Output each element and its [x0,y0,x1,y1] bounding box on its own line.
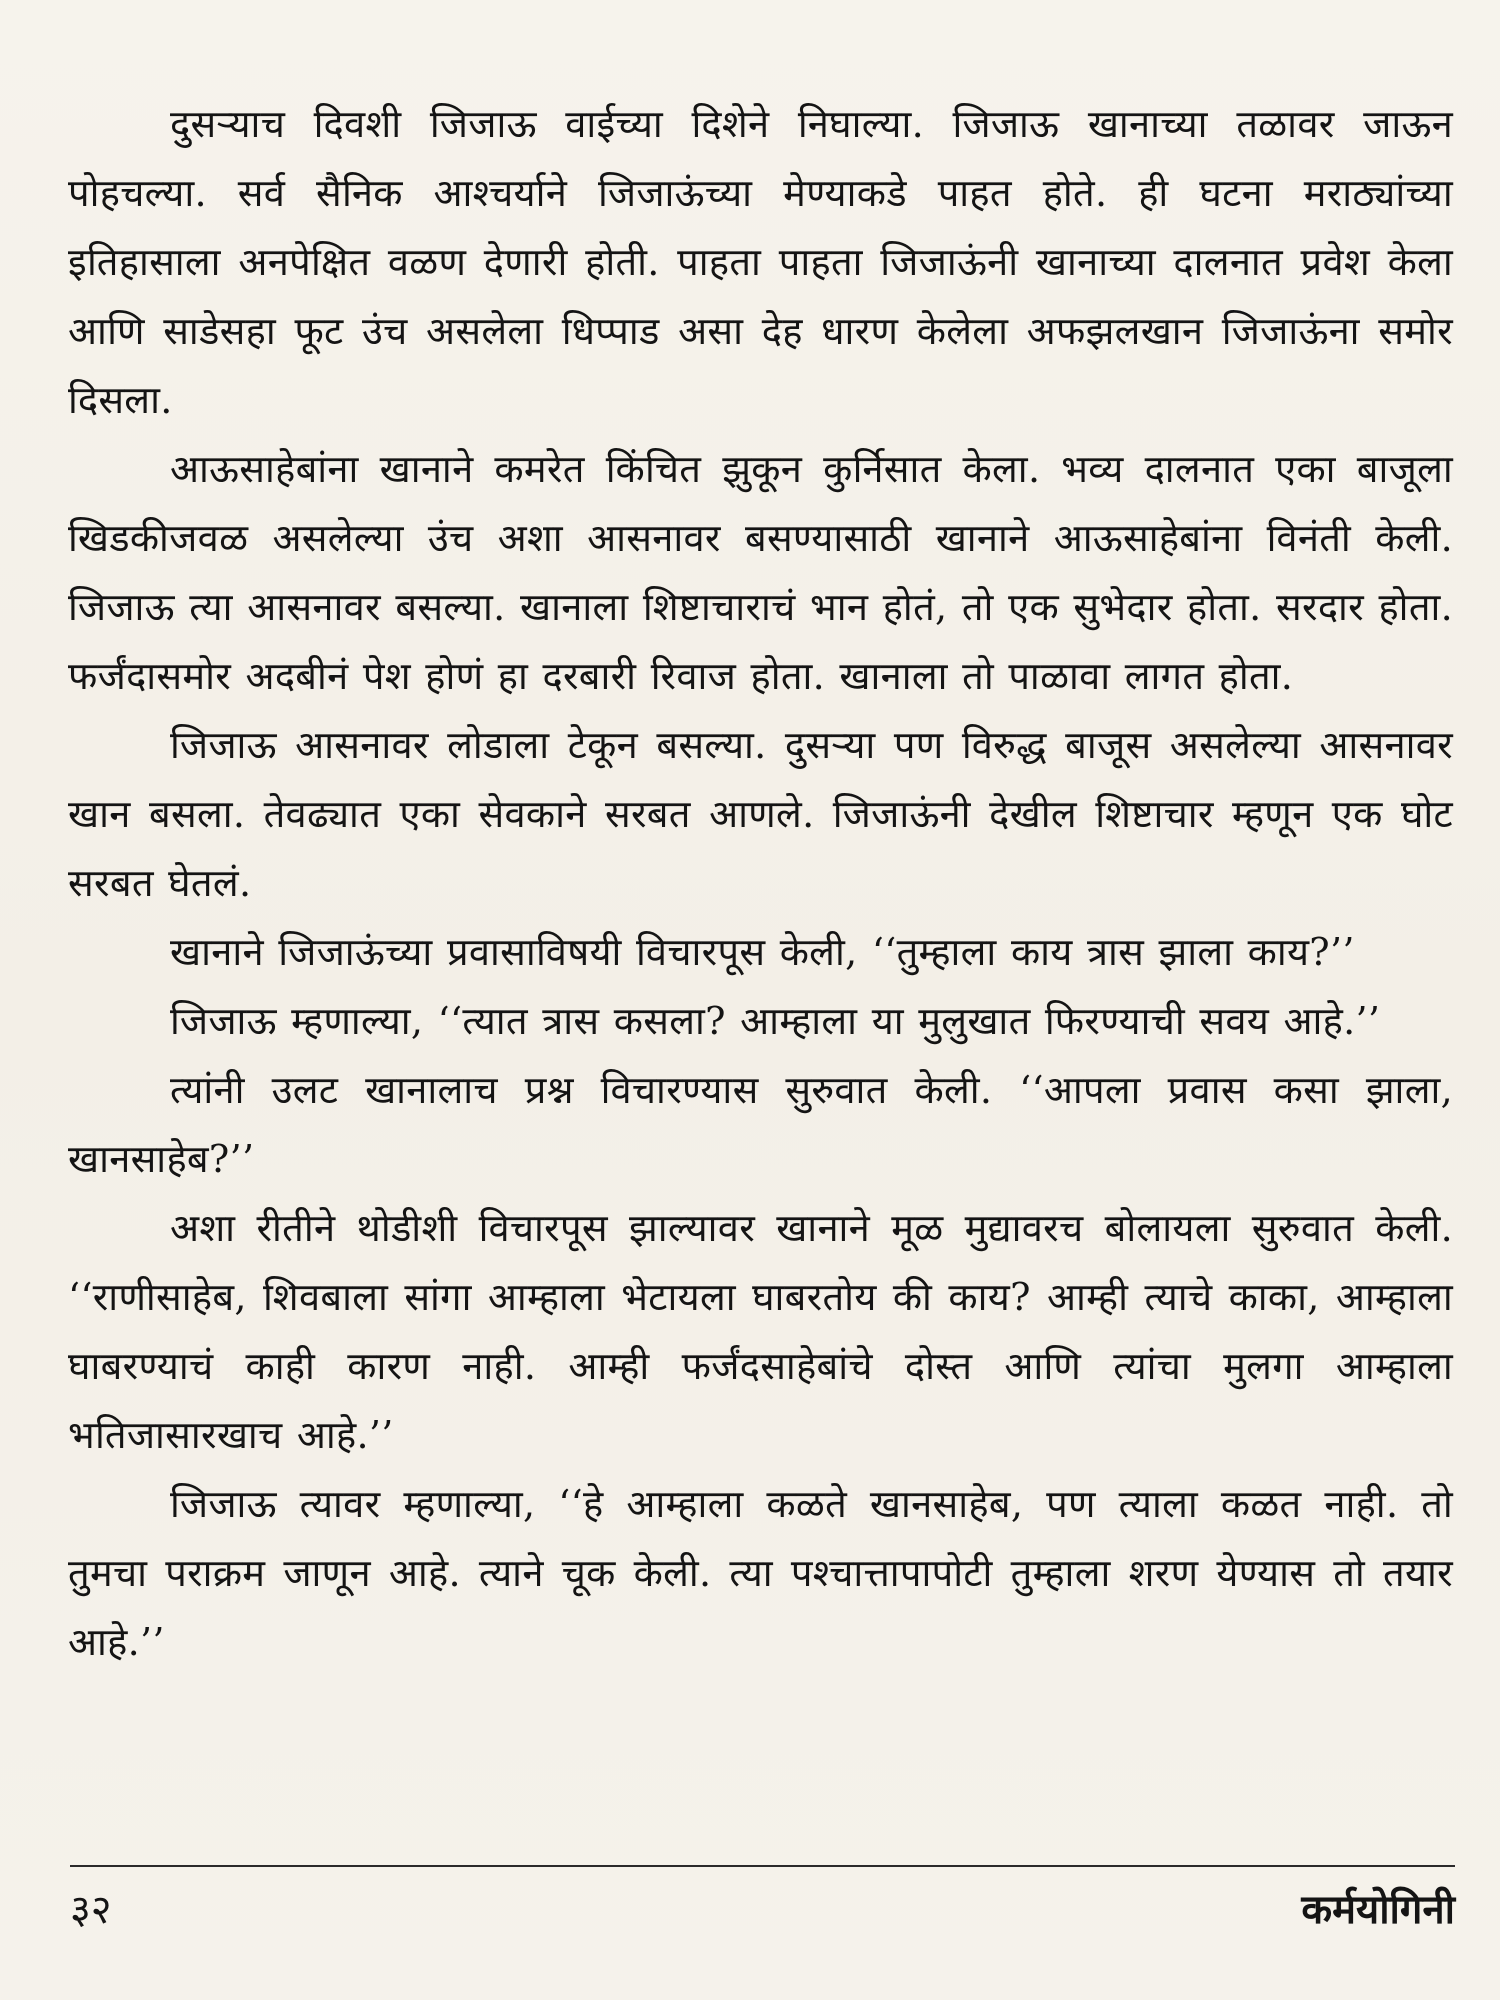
paragraph-4: खानाने जिजाऊंच्या प्रवासाविषयी विचारपूस केली, ‘‘तुम्हाला काय त्रास झाला काय?’’ [170,930,1355,974]
paragraph-6: त्यांनी उलट खानालाच प्रश्न विचारण्यास सुरुवात केली. ‘‘आपला प्रवास कसा झाला, खानसाहेब?’’ [68,1068,1453,1181]
paragraph-7: अशा रीतीने थोडीशी विचारपूस झाल्यावर खानाने मूळ मुद्यावरच बोलायला सुरुवात केली. ‘‘राणीसाहेब, शिवबाला सांगा आम्हाला भेटायला घाबरतोय की काय? आम्ही त्याचे काका, आम्हाला घाबरण्याचं काही कारण नाही. आम्ही फर्जंदसाहेबांचे दोस्त आणि त्यांचा मुलगा आम्हाला भतिजासारखाच आहे.’’ [68,1206,1453,1457]
footer-divider [70,1865,1455,1867]
paragraph-1: दुसऱ्याच दिवशी जिजाऊ वाईच्या दिशेने निघाल्या. जिजाऊ खानाच्या तळावर जाऊन पोहचल्या. सर्व सैनिक आश्चर्याने जिजाऊंच्या मेण्याकडे पाहत होते. ही घटना मराठ्यांच्या इतिहासाला अनपेक्षित वळण देणारी होती. पाहता पाहता जिजाऊंनी खानाच्या दालनात प्रवेश केला आणि साडेसहा फूट उंच असलेला धिप्पाड असा देह धारण केलेला अफझलखान जिजाऊंना समोर दिसला. [68,102,1453,422]
paragraph-3: जिजाऊ आसनावर लोडाला टेकून बसल्या. दुसऱ्या पण विरुद्ध बाजूस असलेल्या आसनावर खान बसला. तेवढ्यात एका सेवकाने सरबत आणले. जिजाऊंनी देखील शिष्टाचार म्हणून एक घोट सरबत घेतलं. [68,723,1453,905]
page-body [68,90,1453,1860]
page-number: ३२ [70,1887,112,1933]
paragraph-5: जिजाऊ म्हणाल्या, ‘‘त्यात त्रास कसला? आम्हाला या मुलुखात फिरण्याची सवय आहे.’’ [170,999,1381,1043]
page-footer [70,1880,1455,1950]
book-title: कर्मयोगिनी [1301,1887,1455,1933]
paragraph-8: जिजाऊ त्यावर म्हणाल्या, ‘‘हे आम्हाला कळते खानसाहेब, पण त्याला कळत नाही. तो तुमचा पराक्रम जाणून आहे. त्याने चूक केली. त्या पश्चात्तापापोटी तुम्हाला शरण येण्यास तो तयार आहे.’’ [68,1482,1453,1664]
paragraph-2: आऊसाहेबांना खानाने कमरेत किंचित झुकून कुर्निसात केला. भव्य दालनात एका बाजूला खिडकीजवळ असलेल्या उंच अशा आसनावर बसण्यासाठी खानाने आऊसाहेबांना विनंती केली. जिजाऊ त्या आसनावर बसल्या. खानाला शिष्टाचाराचं भान होतं, तो एक सुभेदार होता. सरदार होता. फर्जंदासमोर अदबीनं पेश होणं हा दरबारी रिवाज होता. खानाला तो पाळावा लागत होता. [68,447,1453,698]
